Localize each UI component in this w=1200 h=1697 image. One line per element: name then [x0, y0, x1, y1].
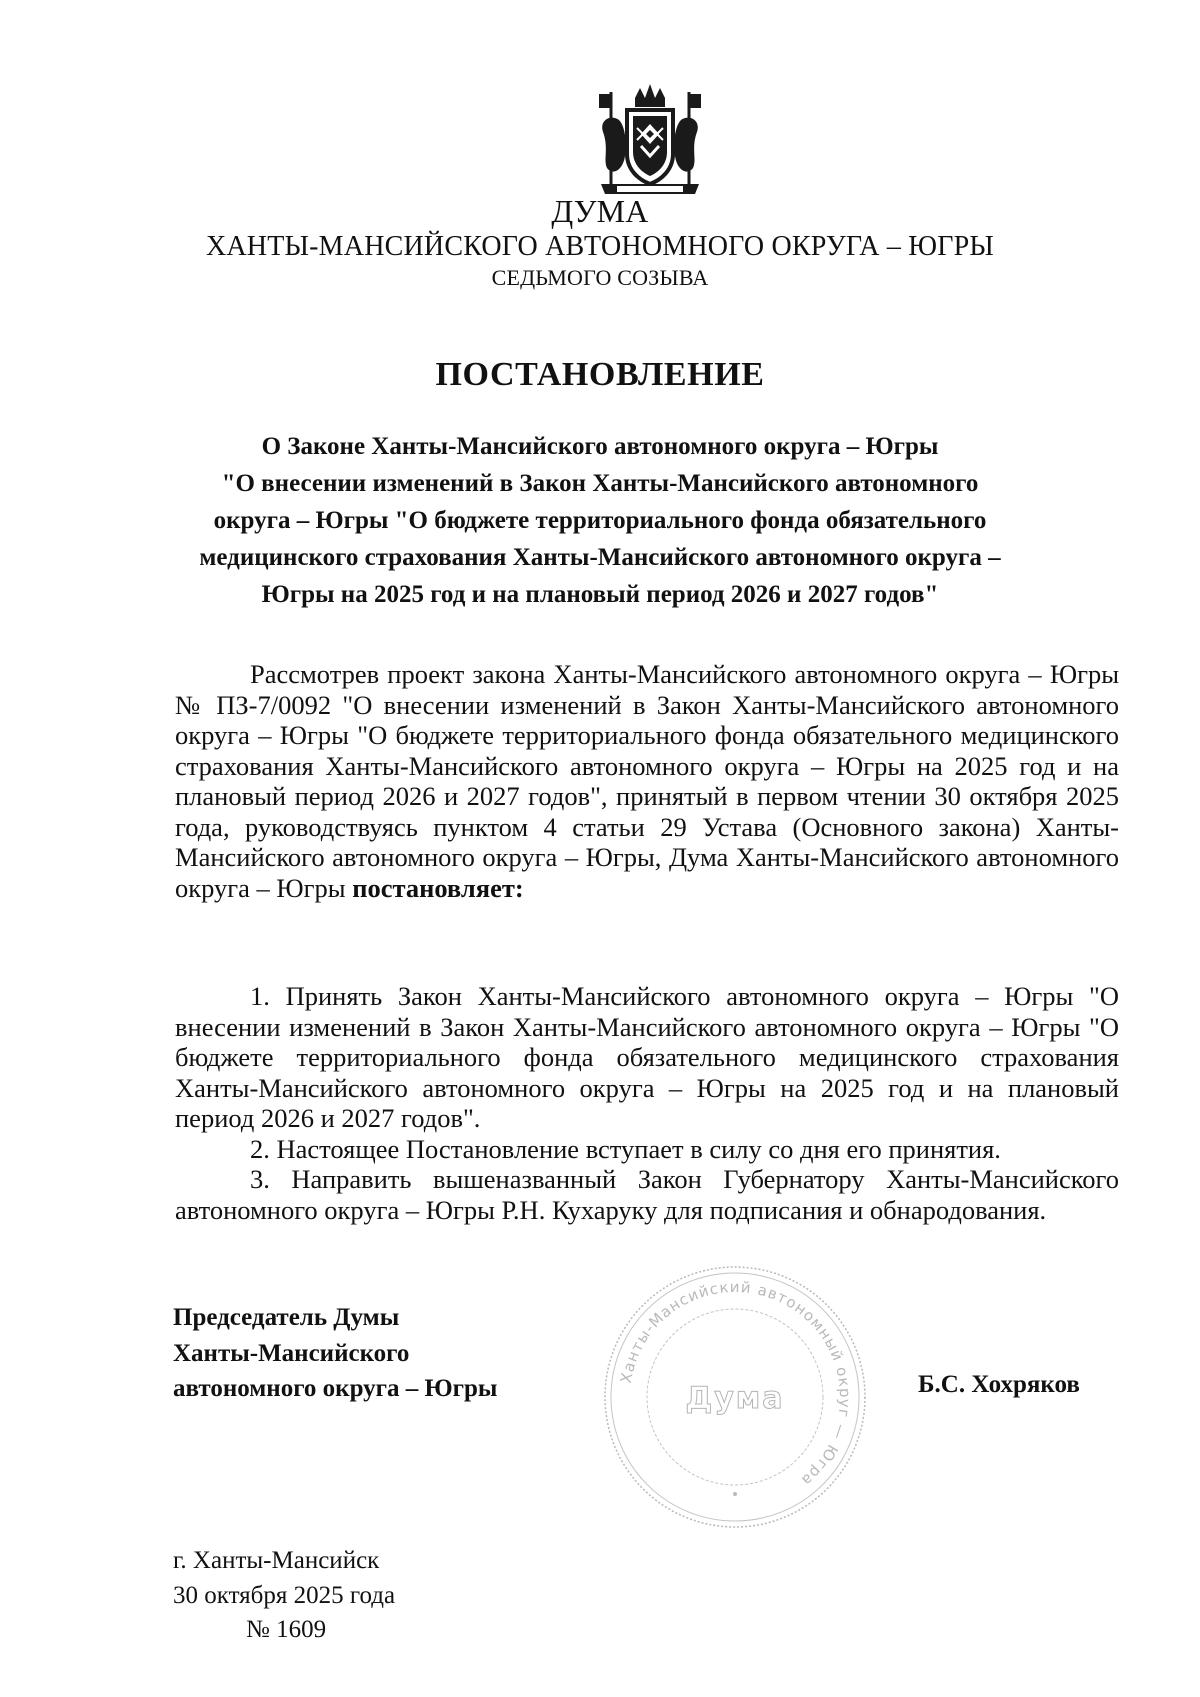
resolution-items: [175, 981, 1119, 1225]
seal-ring-text: Ханты-Мансийский автономный округ — Югра: [616, 1277, 855, 1491]
org-name: ДУМА: [551, 193, 649, 229]
document-title: [150, 428, 1050, 613]
seal-center-text: Дума: [685, 1381, 785, 1416]
org-convocation: СЕДЬМОГО СОЗЫВА: [491, 265, 709, 290]
document-title-line: округа – Югры "О бюджете территориального фонда обязательного: [213, 507, 987, 534]
signatory-position: [173, 1300, 497, 1407]
signatory-name: Б.С. Хохряков: [918, 1371, 1080, 1398]
signatory-position-line: автономного округа – Югры: [173, 1375, 498, 1402]
document-title-line: О Законе Ханты-Мансийского автономного округа – Югры: [261, 433, 939, 460]
signatory-position-line: Председатель Думы: [173, 1304, 400, 1331]
document-date: 30 октября 2025 года: [173, 1581, 396, 1609]
document-title-line: "О внесении изменений в Закон Ханты-Мансийского автономного: [221, 470, 979, 497]
resolution-item: 3. Направить вышеназванный Закон Губернатору Ханты-Мансийского автономного округа – Югры Р.Н. Кухаруку для подписания и обнародования.: [175, 1164, 1119, 1225]
preamble-text: Рассмотрев проект закона Ханты-Мансийского автономного округа – Югры № ПЗ-7/0092 "О внесении изменений в Закон Ханты-Мансийского автономного округа – Югры "О бюджете территориального фонда обязательного медицинского страхования Ханты-Мансийского автономного округа – Югры на 2025 год и на плановый период 2026 и 2027 годов", принятый в первом чтении 30 октября 2025 года, руководствуясь пунктом 4 статьи 29 Устава (Основного закона) Ханты-Мансийского автономного округа – Югры, Дума Ханты-Мансийского автономного округа – Югры: [175, 659, 1119, 903]
org-region: ХАНТЫ-МАНСИЙСКОГО АВТОНОМНОГО ОКРУГА – ЮГРЫ: [205, 231, 995, 262]
resolution-item: 2. Настоящее Постановление вступает в силу со дня его принятия.: [250, 1133, 1001, 1164]
preamble-paragraph: [175, 659, 1119, 903]
resolution-item: 1. Принять Закон Ханты-Мансийского автономного округа – Югры "О внесении изменений в Закон Ханты-Мансийского автономного округа – Югры "О бюджете территориального фонда обязательного медицинского страхования Ханты-Мансийского автономного округа – Югры на 2025 год и на плановый период 2026 и 2027 годов".: [175, 981, 1119, 1133]
official-seal: [600, 1262, 870, 1532]
decides-keyword: постановляет:: [352, 872, 524, 903]
coat-of-arms-icon: [597, 84, 703, 196]
document-title-line: Югры на 2025 год и на плановый период 2026 и 2027 годов": [261, 581, 939, 608]
document-place: г. Ханты-Мансийск: [173, 1547, 380, 1574]
document-number: № 1609: [246, 1616, 327, 1643]
document-type: ПОСТАНОВЛЕНИЕ: [435, 356, 765, 393]
document-title-line: медицинского страхования Ханты-Мансийского автономного округа –: [199, 544, 1001, 571]
place-date-block: [173, 1544, 395, 1648]
signatory-position-line: Ханты-Мансийского: [173, 1339, 410, 1367]
